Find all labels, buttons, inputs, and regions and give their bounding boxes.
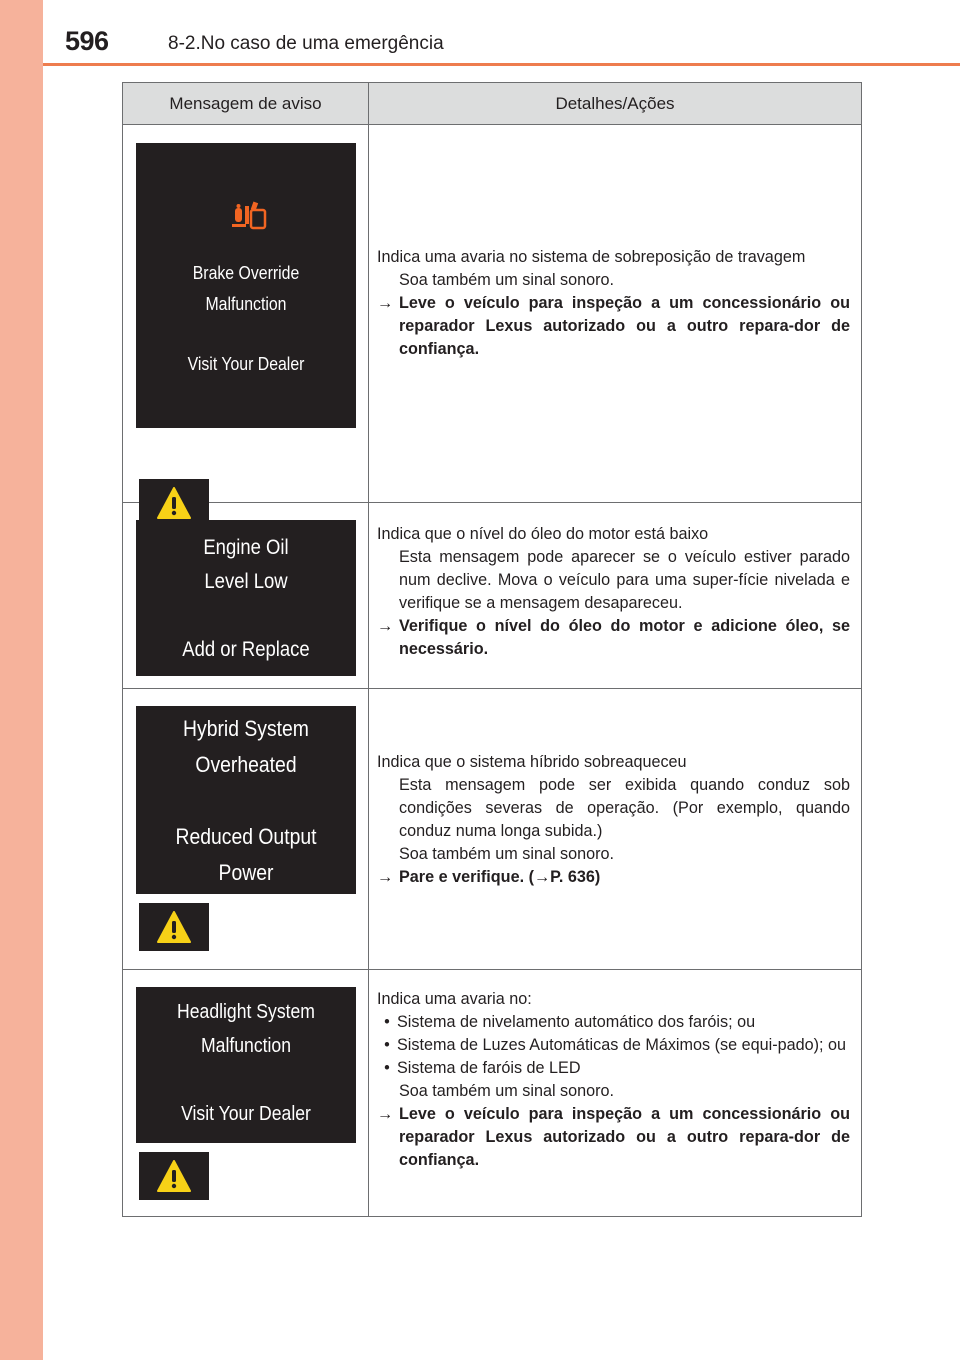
- screen-line: Engine Oil: [203, 536, 289, 559]
- display-screen: [136, 987, 356, 1143]
- details-note: Esta mensagem pode ser exibida quando conduz sob condições severas de operação. (Por exemplo, quando conduz numa longa subida.): [399, 776, 850, 840]
- screen-line: Visit Your Dealer: [187, 354, 305, 374]
- section-title: 8-2.No caso de uma emergência: [168, 33, 444, 54]
- screen-line: Visit Your Dealer: [181, 1103, 311, 1125]
- details-bullet: • Sistema de Luzes Automáticas de Máximos (se equi-pado); ou: [384, 1036, 846, 1054]
- screen-line: Brake Override: [192, 263, 300, 283]
- details-cell: [369, 970, 862, 1217]
- brake-override-icon: [229, 198, 269, 239]
- details-note: Soa também um sinal sonoro.: [399, 1082, 615, 1100]
- details-intro: Indica uma avaria no:: [377, 990, 532, 1008]
- table-row: [123, 689, 862, 970]
- table-header-row: [123, 83, 862, 125]
- details-bullet: • Sistema de faróis de LED: [384, 1059, 581, 1077]
- screen-line: Level Low: [204, 570, 288, 593]
- details-action: → Pare e verifique. (→P. 636): [377, 868, 601, 886]
- screen-line: Malfunction: [200, 1035, 292, 1057]
- details-action: → Verifique o nível do óleo do motor e adicione óleo, se necessário.: [377, 616, 850, 658]
- screen-line: Hybrid System: [183, 716, 309, 741]
- warning-messages-table: [122, 82, 862, 1217]
- screen-line: Overheated: [195, 752, 297, 777]
- details-bullet: • Sistema de nivelamento automático dos faróis; ou: [384, 1013, 756, 1031]
- warning-triangle-icon: [157, 911, 191, 943]
- details-intro: Indica que o nível do óleo do motor está baixo: [377, 524, 709, 543]
- message-cell: [123, 125, 369, 503]
- warning-triangle-icon: [157, 1160, 191, 1192]
- warning-indicator: [139, 903, 209, 951]
- table-row: [123, 970, 862, 1217]
- details-intro: Indica uma avaria no sistema de sobreposição de travagem: [377, 248, 806, 266]
- display-screen: [136, 706, 356, 894]
- screen-line: Malfunction: [205, 294, 287, 314]
- details-action: → Leve o veículo para inspeção a um concessionário ou reparador Lexus autorizado ou a outro repara-dor de confiança.: [377, 294, 850, 358]
- details-cell: [369, 503, 862, 689]
- table-row: [123, 125, 862, 503]
- table-row: [123, 503, 862, 689]
- screen-line: Headlight System: [177, 1001, 315, 1023]
- details-cell: [369, 125, 862, 503]
- details-note: Soa também um sinal sonoro.: [399, 845, 615, 863]
- message-cell: [123, 689, 369, 970]
- message-cell: [123, 503, 369, 689]
- side-band: [0, 0, 43, 1360]
- screen-line: Add or Replace: [182, 638, 310, 661]
- page-number: 596: [65, 26, 109, 56]
- page-header: [43, 0, 960, 66]
- display-screen: [136, 520, 356, 676]
- details-cell: [369, 689, 862, 970]
- header-rule: [43, 63, 960, 66]
- screen-line: Power: [218, 860, 274, 885]
- column-header-details: Detalhes/Ações: [369, 83, 862, 125]
- details-intro: Indica que o sistema híbrido sobreaqueceu: [377, 753, 687, 771]
- message-cell: [123, 970, 369, 1217]
- display-screen: [136, 143, 356, 428]
- details-note: Soa também um sinal sonoro.: [399, 271, 615, 289]
- column-header-message: Mensagem de aviso: [123, 83, 369, 125]
- screen-line: Reduced Output: [175, 824, 317, 849]
- details-note: Esta mensagem pode aparecer se o veículo estiver parado num declive. Mova o veículo para uma super-fície nivelada e verifique se a mensagem desapareceu.: [399, 547, 850, 612]
- details-action: → Leve o veículo para inspeção a um concessionário ou reparador Lexus autorizado ou a outro repara-dor de confiança.: [377, 1105, 850, 1169]
- warning-indicator: [139, 1152, 209, 1200]
